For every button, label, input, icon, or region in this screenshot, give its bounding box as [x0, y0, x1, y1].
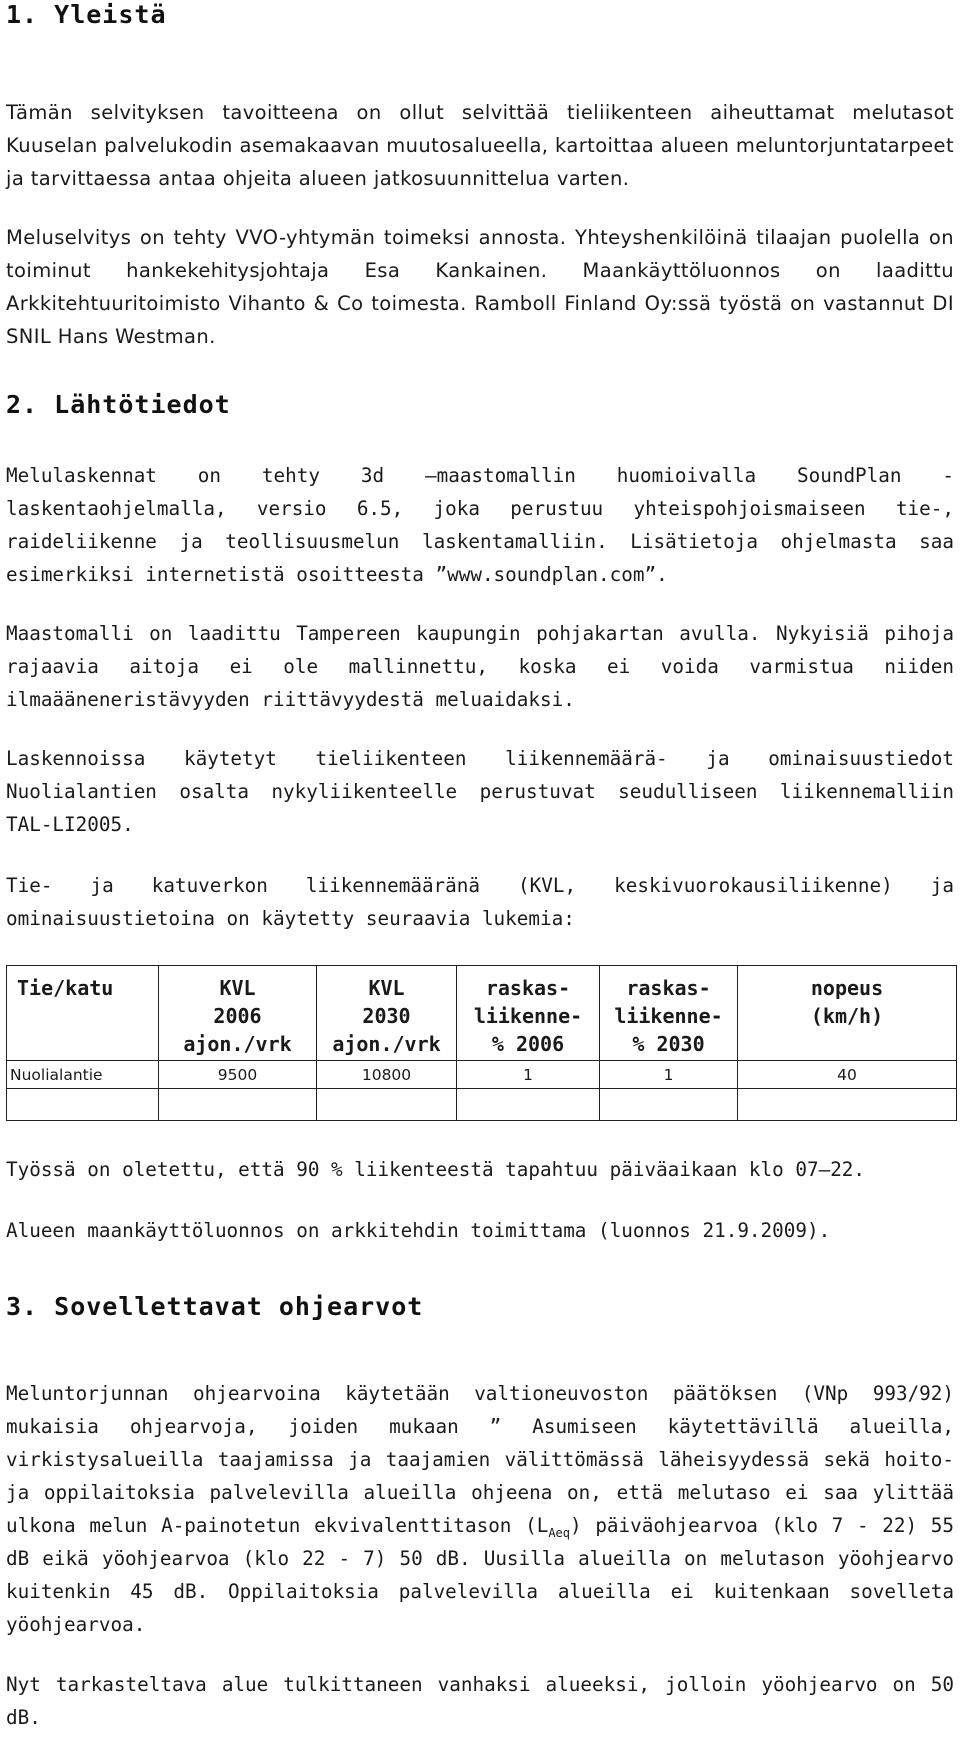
header-heavy-2030: raskas- liikenne- % 2030	[600, 966, 738, 1061]
paragraph: Melulaskennat on tehty 3d –maastomallin huomioivalla SoundPlan - laskentaohjelmalla, versio 6.5, joka perustuu yhteispohjoismaiseen tie-, raideliikenne ja teollisuusmelun laskentamalliin. Lisätietoja ohjelmasta saa esimerkiksi internetistä osoitteesta ”www.soundplan.com”.	[6, 464, 954, 586]
table-cell: 40	[738, 1061, 957, 1089]
paragraph: Tie- ja katuverkon liikennemääränä (KVL, keskivuorokausiliikenne) ja ominaisuustietoina on käytetty seuraavia lukemia:	[6, 874, 954, 930]
header-road: Tie/katu	[7, 966, 159, 1061]
table-cell	[738, 1089, 957, 1121]
section-general	[6, 0, 954, 353]
traffic-volume-table	[6, 965, 957, 1121]
header-heavy-2006: raskas- liikenne- % 2006	[457, 966, 600, 1061]
table-row	[7, 1089, 957, 1121]
header-kvl-2030: KVL 2030 ajon./vrk	[317, 966, 457, 1061]
header-speed: nopeus (km/h)	[738, 966, 957, 1061]
paragraph-text: Meluntorjunnan ohjearvoina käytetään valtioneuvoston päätöksen (VNp 993/92) mukaisia ohjearvoja, joiden mukaan ” Asumiseen käytettävillä alueilla, virkistysalueilla taajamissa ja taajamien välittömässä läheisyydessä sekä hoito- ja oppilaitoksia palvelevilla alueilla ohjeena on, että melutaso ei saa ylittää ulkona melun A-painotetun ekvivalenttitason (L	[6, 1382, 954, 1537]
table-cell	[317, 1089, 457, 1121]
paragraph	[6, 1377, 954, 1641]
paragraph-text: ) päiväohjearvoa (klo 7 - 22) 55 dB eikä yöohjearvoa (klo 22 - 7) 50 dB. Uusilla alueilla on melutason yöohjearvo kuitenkin 45 dB. Oppilaitoksia palvelevilla alueilla ei kuitenkaan sovelleta yöohjearvoa.	[6, 1514, 954, 1636]
table-cell	[600, 1089, 738, 1121]
section-source-data	[6, 385, 954, 1247]
paragraph: Tämän selvityksen tavoitteena on ollut selvittää tieliikenteen aiheuttamat melutasot Kuuselan palvelukodin asemakaavan muutosalueella, kartoittaa alueen meluntorjuntatarpeet ja tarvittaessa antaa ohjeita alueen jatkosuunnittelua varten.	[6, 101, 954, 190]
table-cell	[457, 1089, 600, 1121]
table-cell: 9500	[159, 1061, 317, 1089]
paragraph: Nyt tarkasteltava alue tulkittaneen vanhaksi alueeksi, jolloin yöohjearvo on 50 dB.	[6, 1673, 954, 1729]
table-row	[7, 1061, 957, 1089]
table-cell: 10800	[317, 1061, 457, 1089]
paragraph: Laskennoissa käytetyt tieliikenteen liikennemäärä- ja ominaisuustiedot Nuolialantien osalta nykyliikenteelle perustuvat seudulliseen liikennemalliin TAL-LI2005.	[6, 747, 954, 836]
paragraph: Työssä on oletettu, että 90 % liikenteestä tapahtuu päiväaikaan klo 07–22.	[6, 1158, 866, 1181]
section-2-heading: 2. Lähtötiedot	[6, 390, 231, 419]
paragraph: Maastomalli on laadittu Tampereen kaupungin pohjakartan avulla. Nykyisiä pihoja rajaavia aitoja ei ole mallinnettu, koska ei voida varmistua niiden ilmaääneneristävyyden riittävyydestä meluaidaksi.	[6, 622, 954, 711]
section-guideline-values	[6, 1287, 954, 1734]
section-1-heading: 1. Yleistä	[6, 0, 167, 29]
table-cell: 1	[457, 1061, 600, 1089]
header-kvl-2006: KVL 2006 ajon./vrk	[159, 966, 317, 1061]
subscript: Aeq	[548, 1525, 571, 1540]
table-cell-road	[7, 1089, 159, 1121]
table-header-row	[7, 966, 957, 1061]
paragraph: Alueen maankäyttöluonnos on arkkitehdin toimittama (luonnos 21.9.2009).	[6, 1219, 831, 1242]
section-3-heading: 3. Sovellettavat ohjearvot	[6, 1292, 424, 1321]
paragraph: Meluselvitys on tehty VVO-yhtymän toimeksi annosta. Yhteyshenkilöinä tilaajan puolella on toiminut hankekehitysjohtaja Esa Kankainen. Maankäyttöluonnos on laadittu Arkkitehtuuritoimisto Vihanto & Co toimesta. Ramboll Finland Oy:ssä työstä on vastannut DI SNIL Hans Westman.	[6, 226, 954, 348]
table-cell-road: Nuolialantie	[7, 1061, 159, 1089]
table-cell: 1	[600, 1061, 738, 1089]
document-page	[6, 0, 954, 1734]
table-cell	[159, 1089, 317, 1121]
